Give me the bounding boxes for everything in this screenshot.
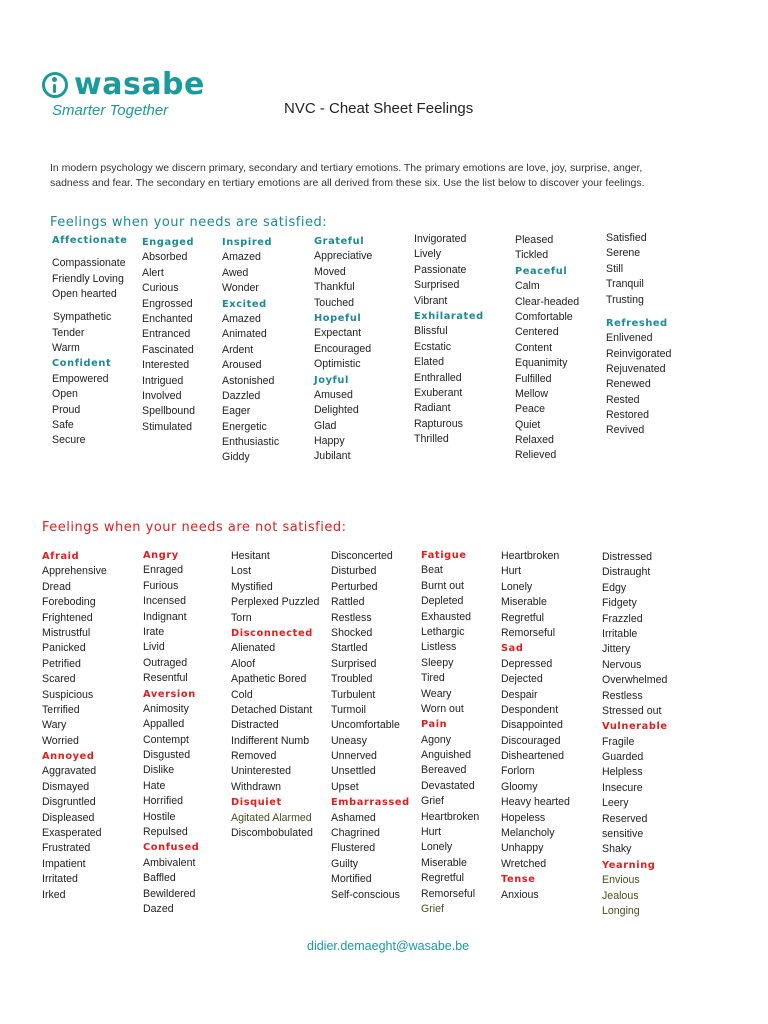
- feeling-item: Bewildered: [143, 887, 196, 900]
- feeling-item: Lonely: [501, 580, 533, 593]
- feeling-item: Troubled: [331, 673, 373, 686]
- feeling-item: Aloof: [231, 657, 256, 670]
- feeling-item: Distracted: [231, 719, 279, 732]
- feeling-item: Unhappy: [501, 842, 544, 855]
- feeling-item: Self-conscious: [331, 888, 400, 901]
- feeling-item: Interested: [142, 359, 190, 372]
- wasabe-logo-icon: [42, 72, 68, 98]
- feeling-item: Surprised: [331, 657, 377, 670]
- feeling-item: Rested: [606, 393, 640, 406]
- feeling-item: Eager: [222, 405, 251, 418]
- category-tense: Tense: [501, 874, 536, 886]
- feeling-item: Exasperated: [42, 827, 102, 840]
- feeling-item: Tired: [421, 672, 445, 685]
- feeling-item: Peace: [515, 403, 546, 416]
- satisfied-column-6: [515, 233, 579, 464]
- feeling-item: Equanimity: [515, 357, 568, 370]
- feeling-item: Shocked: [331, 626, 373, 639]
- feeling-item: Giddy: [222, 451, 250, 464]
- feeling-item: Irate: [143, 625, 165, 638]
- feeling-item: Mystified: [231, 580, 273, 593]
- feeling-item: Rejuvenated: [606, 362, 666, 375]
- feeling-item: Unsettled: [331, 765, 376, 778]
- feeling-item: Irritated: [42, 873, 78, 886]
- feeling-item: Furious: [143, 579, 179, 592]
- feeling-item: Displeased: [42, 811, 95, 824]
- feeling-item: Grief: [421, 795, 444, 808]
- category-confused: Confused: [143, 842, 200, 854]
- page-title: NVC - Cheat Sheet Feelings: [284, 100, 474, 117]
- feeling-item: Insecure: [602, 781, 643, 794]
- feeling-item: Surprised: [414, 279, 460, 292]
- feeling-item: Elated: [414, 356, 445, 369]
- feeling-item: Lively: [414, 248, 442, 261]
- feeling-item: Perturbed: [331, 580, 378, 593]
- feeling-item: Forlorn: [501, 765, 535, 778]
- feeling-item: Edgy: [602, 581, 627, 594]
- feeling-item: Alert: [142, 266, 164, 279]
- unsatisfied-column-3: [231, 549, 319, 841]
- feeling-item: Appalled: [143, 718, 185, 731]
- category-engaged: Engaged: [142, 237, 195, 248]
- feeling-item: Open: [52, 388, 78, 401]
- category-refreshed: Refreshed: [606, 317, 668, 329]
- feeling-item: Compassionate: [52, 257, 126, 270]
- feeling-item: Helpless: [602, 766, 643, 779]
- feeling-item: Appreciative: [314, 250, 373, 263]
- feeling-item: Depressed: [501, 657, 553, 670]
- feeling-item: Dazzled: [222, 389, 261, 402]
- feeling-item: Comfortable: [515, 310, 573, 323]
- feeling-item: Animated: [222, 328, 267, 341]
- feeling-item: Dejected: [501, 673, 543, 686]
- feeling-item: Grief: [421, 902, 444, 915]
- feeling-item: Terrified: [42, 703, 80, 716]
- feeling-item: Aroused: [222, 359, 262, 372]
- satisfied-column-4: [314, 234, 372, 465]
- feeling-item: Alienated: [231, 642, 276, 655]
- feeling-item: Anguished: [421, 749, 472, 762]
- feeling-item: Worn out: [421, 702, 464, 715]
- feeling-item: Reinvigorated: [606, 347, 672, 360]
- feeling-item: Content: [515, 341, 553, 354]
- feeling-item: Radiant: [414, 402, 451, 415]
- feeling-item: Blissful: [414, 325, 448, 338]
- feeling-item: Weary: [421, 687, 452, 700]
- feeling-item: Wretched: [501, 857, 547, 870]
- category-grateful: Grateful: [314, 236, 365, 247]
- feeling-item: Disheartened: [501, 750, 565, 763]
- feeling-item: Irked: [42, 888, 66, 901]
- feeling-item: Detached Distant: [231, 703, 313, 716]
- feeling-item: Scared: [42, 673, 76, 686]
- spacer: [52, 302, 127, 310]
- satisfied-column-2: [142, 235, 195, 435]
- feeling-item: Engrossed: [142, 297, 193, 310]
- feeling-item: Involved: [142, 389, 182, 402]
- feeling-item: Serene: [606, 247, 641, 260]
- feeling-item: Wonder: [222, 282, 259, 295]
- feeling-item: Invigorated: [414, 233, 467, 245]
- feeling-item: Amazed: [222, 251, 261, 264]
- category-vulnerable: Vulnerable: [602, 721, 668, 733]
- feeling-item: Turbulent: [331, 688, 376, 701]
- feeling-item: Repulsed: [143, 826, 188, 839]
- feeling-item: Intrigued: [142, 374, 184, 387]
- feeling-item: Fascinated: [142, 343, 194, 356]
- feeling-item: Remorseful: [421, 887, 476, 900]
- feeling-item: Torn: [231, 611, 252, 624]
- feeling-item: Hesitant: [231, 550, 270, 562]
- feeling-item: Despair: [501, 688, 538, 701]
- spacer: [606, 308, 671, 316]
- feeling-item: Safe: [52, 418, 74, 431]
- feeling-item: Empowered: [52, 372, 109, 385]
- feeling-item: Expectant: [314, 327, 362, 340]
- feeling-item: Touched: [314, 296, 355, 309]
- feeling-item: Livid: [143, 641, 165, 654]
- intro-paragraph: In modern psychology we discern primary, secondary and tertiary emotions. The primary emotions are love, joy, surprise, anger, sadness and fear. The secondary en tertiary emotions are all derived from these six. Use the list below to discover your feelings.: [50, 162, 645, 190]
- unsatisfied-column-6: [501, 549, 570, 903]
- feeling-item: Flustered: [331, 842, 376, 855]
- category-affectionate: Affectionate: [52, 235, 128, 246]
- feeling-item: Disconcerted: [331, 550, 393, 562]
- feeling-item: Panicked: [42, 642, 86, 655]
- feeling-item: Heavy hearted: [501, 796, 570, 809]
- feeling-item: Dazed: [143, 902, 174, 915]
- feeling-item: Disgruntled: [42, 796, 96, 809]
- feeling-item: Distressed: [602, 551, 653, 563]
- feeling-item: Resentful: [143, 672, 188, 685]
- feeling-item: Dread: [42, 580, 71, 593]
- feeling-item: Turmoil: [331, 703, 366, 716]
- feeling-item: Jubilant: [314, 450, 351, 463]
- feeling-item: Ecstatic: [414, 340, 452, 353]
- feeling-item: Frustrated: [42, 842, 91, 855]
- feeling-item: Fragile: [602, 735, 635, 748]
- feeling-item: Glad: [314, 419, 337, 432]
- feeling-item: Bereaved: [421, 764, 467, 777]
- feeling-item: Enraged: [143, 564, 184, 577]
- feeling-item: Heartbroken: [501, 550, 560, 562]
- feeling-item: Apprehensive: [42, 565, 107, 578]
- feeling-item: Thrilled: [414, 433, 449, 446]
- feeling-item: Dislike: [143, 764, 175, 777]
- feeling-item: Regretful: [501, 611, 544, 624]
- feeling-item: Jittery: [602, 643, 631, 656]
- feeling-item: Stressed out: [602, 704, 662, 717]
- feeling-item: Sleepy: [421, 656, 454, 669]
- category-hopeful: Hopeful: [314, 312, 362, 324]
- feeling-item: Leery: [602, 797, 629, 810]
- feeling-item: Enthusiastic: [222, 436, 280, 449]
- satisfied-column-5: [414, 232, 484, 447]
- feeling-item: Secure: [52, 434, 86, 447]
- feeling-item: Energetic: [222, 420, 267, 433]
- feeling-item: Relieved: [515, 449, 557, 462]
- unsatisfied-heading: Feelings when your needs are not satisfied:: [42, 520, 347, 535]
- feeling-item: Distraught: [602, 566, 651, 579]
- feeling-item: Amazed: [222, 312, 261, 325]
- feeling-item: Lethargic: [421, 625, 465, 638]
- feeling-item: Mistrustful: [42, 626, 91, 639]
- feeling-item: Dismayed: [42, 780, 90, 793]
- satisfied-column-7: [606, 231, 671, 439]
- feeling-item: Listless: [421, 641, 457, 654]
- feeling-item: Overwhelmed: [602, 674, 668, 687]
- feeling-item: Spellbound: [142, 405, 196, 418]
- feeling-item: Tranquil: [606, 278, 644, 291]
- feeling-item: Baffled: [143, 872, 176, 885]
- feeling-item: Startled: [331, 642, 368, 655]
- category-confident: Confident: [52, 358, 112, 370]
- feeling-item: Frightened: [42, 611, 93, 624]
- category-disconnected: Disconnected: [231, 627, 313, 639]
- feeling-item: Withdrawn: [231, 780, 282, 793]
- unsatisfied-column-5: [421, 548, 479, 917]
- feeling-item: Ardent: [222, 343, 254, 356]
- feeling-item: Foreboding: [42, 596, 96, 609]
- feeling-item: Indignant: [143, 610, 187, 623]
- feeling-item: Lost: [231, 565, 252, 578]
- category-sad: Sad: [501, 643, 524, 655]
- feeling-item: Lonely: [421, 841, 453, 854]
- feeling-item: Devastated: [421, 779, 475, 792]
- feeling-item: Exhausted: [421, 610, 472, 623]
- category-inspired: Inspired: [222, 237, 273, 248]
- unsatisfied-column-1: [42, 549, 107, 903]
- feeling-item: Chagrined: [331, 827, 380, 840]
- feeling-item: Still: [606, 262, 624, 275]
- feeling-item: Ashamed: [331, 811, 376, 824]
- feeling-item: Pleased: [515, 234, 554, 246]
- feeling-item: Apathetic Bored: [231, 673, 307, 686]
- feeling-item: Calm: [515, 280, 540, 293]
- feeling-item: Optimistic: [314, 358, 361, 371]
- feeling-item: Discouraged: [501, 734, 561, 747]
- feeling-item: Jealous: [602, 889, 639, 902]
- spacer: [52, 248, 127, 256]
- category-afraid: Afraid: [42, 551, 80, 562]
- feeling-item: Rapturous: [414, 417, 463, 430]
- feeling-item: Mortified: [331, 873, 372, 886]
- feeling-item: Worried: [42, 734, 79, 747]
- feeling-item: Clear-headed: [515, 295, 580, 308]
- feeling-item: Disgusted: [143, 749, 191, 762]
- feeling-item: Agitated Alarmed: [231, 811, 312, 824]
- feeling-item: Gloomy: [501, 780, 538, 793]
- feeling-item: Melancholy: [501, 827, 555, 840]
- feeling-item: Absorbed: [142, 251, 188, 264]
- unsatisfied-column-7: [602, 550, 668, 919]
- category-pain: Pain: [421, 719, 448, 731]
- feeling-item: Mellow: [515, 387, 548, 400]
- feeling-item: Entranced: [142, 328, 191, 341]
- wasabe-logo: [42, 67, 205, 119]
- feeling-item: Upset: [331, 780, 359, 793]
- feeling-item: Thankful: [314, 281, 355, 294]
- feeling-item: Suspicious: [42, 688, 94, 701]
- feeling-item: Agony: [421, 733, 452, 746]
- feeling-item: Miserable: [421, 856, 467, 869]
- feeling-item: Hurt: [421, 826, 442, 839]
- feeling-item: Hurt: [501, 565, 522, 578]
- feeling-item: Removed: [231, 750, 277, 763]
- feeling-item: Delighted: [314, 404, 359, 417]
- feeling-item: Shaky: [602, 843, 632, 856]
- category-disquiet: Disquiet: [231, 797, 282, 809]
- feeling-item: Passionate: [414, 263, 467, 276]
- feeling-item: Guilty: [331, 857, 359, 870]
- feeling-item: Disturbed: [331, 565, 377, 578]
- feeling-item: Animosity: [143, 702, 189, 715]
- unsatisfied-column-4: [331, 549, 410, 903]
- unsatisfied-column-2: [143, 548, 199, 917]
- category-annoyed: Annoyed: [42, 751, 95, 763]
- feeling-item: Tender: [52, 326, 85, 339]
- feeling-item: Trusting: [606, 293, 644, 306]
- feeling-item: Wary: [42, 719, 67, 732]
- feeling-item: Exuberant: [414, 386, 463, 399]
- feeling-item: Tickled: [515, 249, 549, 262]
- feeling-item: Hostile: [143, 810, 176, 823]
- feeling-item: Restless: [602, 689, 643, 702]
- feeling-item: Open hearted: [52, 287, 117, 300]
- feeling-item: Uneasy: [331, 734, 367, 747]
- feeling-item: Fulfilled: [515, 372, 552, 385]
- feeling-item: Astonished: [222, 374, 275, 387]
- category-aversion: Aversion: [143, 688, 196, 700]
- feeling-item: Guarded: [602, 751, 644, 764]
- feeling-item: Hopeless: [501, 811, 546, 824]
- category-embarrassed: Embarrassed: [331, 797, 410, 809]
- logo-wordmark: wasabe: [74, 67, 205, 102]
- feeling-item: Ambivalent: [143, 856, 196, 869]
- feeling-item: Outraged: [143, 656, 188, 669]
- category-yearning: Yearning: [602, 859, 656, 871]
- category-peaceful: Peaceful: [515, 265, 568, 277]
- feeling-item: Discombobulated: [231, 827, 313, 840]
- feeling-item: Reserved: [602, 812, 648, 825]
- feeling-item: Remorseful: [501, 626, 556, 639]
- feeling-item: Horrified: [143, 795, 184, 808]
- feeling-item: Contempt: [143, 733, 189, 746]
- feeling-item: Burnt out: [421, 579, 464, 592]
- feeling-item: Aggravated: [42, 765, 97, 778]
- feeling-item: Moved: [314, 265, 346, 278]
- feeling-item: Stimulated: [142, 420, 193, 433]
- feeling-item: Despondent: [501, 703, 559, 716]
- feeling-item: Centered: [515, 326, 559, 339]
- feeling-item: Satisfied: [606, 232, 647, 244]
- feeling-item: Revived: [606, 424, 645, 437]
- contact-email-link[interactable]: didier.demaeght@wasabe.be: [307, 939, 470, 953]
- feeling-item: Enlivened: [606, 332, 653, 345]
- feeling-item: Uninterested: [231, 765, 292, 778]
- feeling-item: Curious: [142, 282, 179, 295]
- feeling-item: Hate: [143, 779, 166, 792]
- feeling-item: Fidgety: [602, 597, 637, 610]
- feeling-item: Relaxed: [515, 434, 554, 447]
- feeling-item: Perplexed Puzzled: [231, 596, 320, 609]
- satisfied-column-1: [52, 233, 127, 449]
- feeling-item: Uncomfortable: [331, 719, 400, 732]
- feeling-item: Renewed: [606, 378, 651, 391]
- feeling-item: Beat: [421, 564, 443, 577]
- feeling-item: Quiet: [515, 418, 541, 431]
- feeling-item: Incensed: [143, 595, 186, 608]
- feeling-item: Longing: [602, 904, 640, 917]
- category-excited: Excited: [222, 298, 267, 310]
- feeling-item: Miserable: [501, 596, 547, 609]
- feeling-item: Indifferent Numb: [231, 734, 310, 747]
- feeling-item: Rattled: [331, 596, 365, 609]
- feeling-item: Depleted: [421, 595, 464, 608]
- feeling-item: Unnerved: [331, 750, 377, 763]
- feeling-item: Frazzled: [602, 612, 643, 625]
- feeling-item: sensitive: [602, 828, 644, 841]
- category-joyful: Joyful: [314, 374, 349, 386]
- feeling-item: Amused: [314, 388, 353, 401]
- feeling-item: Anxious: [501, 888, 539, 901]
- feeling-item: Envious: [602, 874, 640, 887]
- feeling-item: Friendly Loving: [52, 272, 124, 285]
- category-fatigue: Fatigue: [421, 550, 467, 561]
- feeling-item: Impatient: [42, 857, 86, 870]
- satisfied-column-3: [222, 235, 279, 466]
- feeling-item: Petrified: [42, 657, 81, 670]
- feeling-item: Enchanted: [142, 312, 193, 325]
- feeling-item: Restless: [331, 611, 372, 624]
- feeling-item: Irritable: [602, 627, 638, 640]
- feeling-item: Happy: [314, 435, 345, 448]
- feeling-item: Sympathetic: [53, 311, 112, 324]
- logo-tagline: Smarter Together: [52, 102, 169, 119]
- feeling-item: Enthralled: [414, 371, 462, 384]
- category-exhilarated: Exhilarated: [414, 310, 484, 322]
- feeling-item: Proud: [52, 403, 81, 416]
- feeling-item: Disappointed: [501, 719, 563, 732]
- feeling-item: Awed: [222, 266, 249, 279]
- satisfied-heading: Feelings when your needs are satisfied:: [50, 215, 328, 230]
- category-angry: Angry: [143, 550, 179, 561]
- feeling-item: Vibrant: [414, 294, 448, 307]
- feeling-item: Restored: [606, 409, 649, 422]
- feeling-item: Heartbroken: [421, 810, 480, 823]
- feeling-item: Cold: [231, 688, 253, 701]
- feeling-item: Regretful: [421, 872, 464, 885]
- feeling-item: Nervous: [602, 658, 642, 671]
- feeling-item: Encouraged: [314, 342, 372, 355]
- feeling-item: Warm: [52, 341, 80, 354]
